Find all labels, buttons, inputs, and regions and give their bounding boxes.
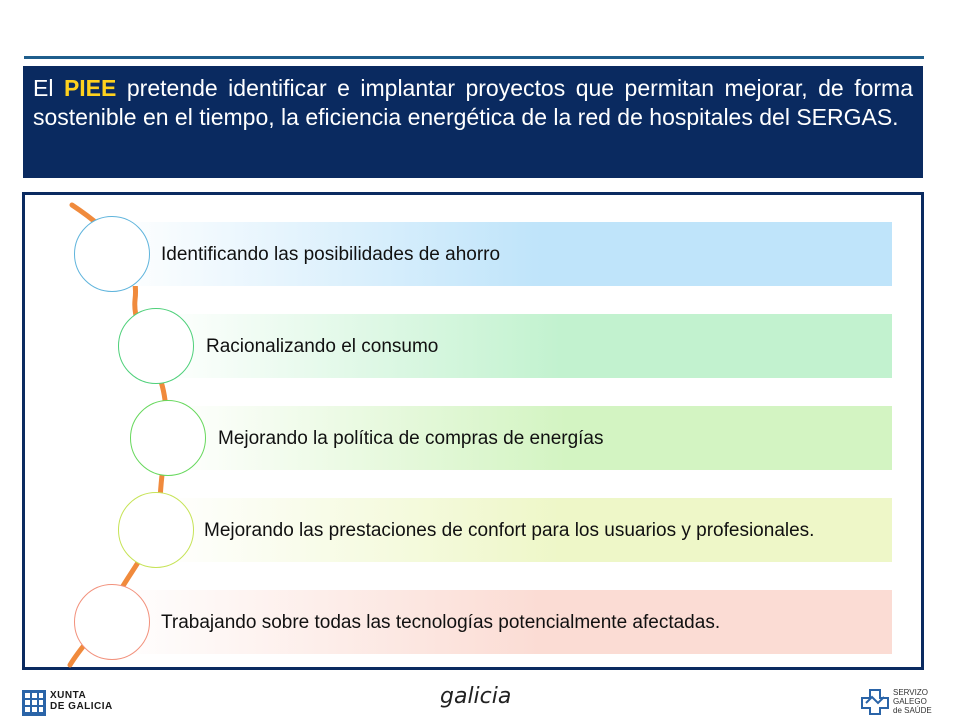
step-label-5: Trabajando sobre todas las tecnologías potencialmente afectadas. bbox=[161, 611, 721, 633]
step-label-2: Racionalizando el consumo bbox=[206, 335, 439, 357]
step-circle-4 bbox=[118, 492, 194, 568]
step-band-2 bbox=[156, 314, 892, 378]
galicia-logo: galicia bbox=[440, 684, 512, 709]
step-band-3 bbox=[168, 406, 892, 470]
step-circle-3 bbox=[130, 400, 206, 476]
step-band-1 bbox=[112, 222, 892, 286]
sergas-logo-text: SERVIZO GALEGO de SAÚDE bbox=[893, 688, 932, 715]
banner-highlight: PIEE bbox=[63, 75, 117, 101]
banner-text: pretende identificar e implantar proyectos que permitan mejorar, de forma sostenible en el tiempo, la eficiencia energética de la red de hospitales del SERGAS. bbox=[33, 75, 913, 130]
xunta-logo-icon bbox=[22, 690, 46, 716]
sergas-cross-icon bbox=[860, 688, 890, 716]
step-band-4 bbox=[156, 498, 892, 562]
banner-prefix: El bbox=[33, 75, 64, 101]
step-label-4: Mejorando las prestaciones de confort para los usuarios y profesionales. bbox=[204, 519, 815, 541]
step-circle-1 bbox=[74, 216, 150, 292]
step-label-3: Mejorando la política de compras de energías bbox=[218, 427, 604, 449]
step-circle-5 bbox=[74, 584, 150, 660]
xunta-logo-text: XUNTA DE GALICIA bbox=[50, 690, 113, 712]
step-circle-2 bbox=[118, 308, 194, 384]
step-label-1: Identificando las posibilidades de ahorro bbox=[161, 243, 501, 265]
step-band-5 bbox=[112, 590, 892, 654]
